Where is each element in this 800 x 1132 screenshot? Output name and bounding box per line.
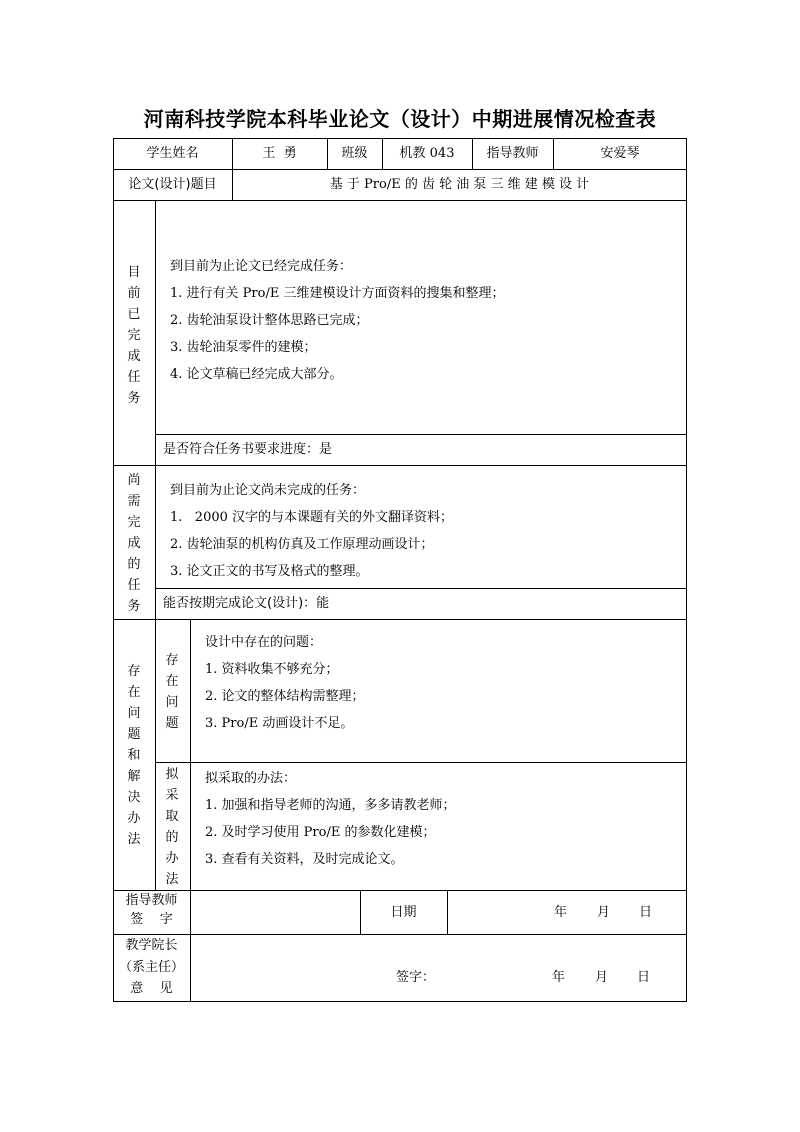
list-item: 1. 加强和指导老师的沟通，多多请教老师； — [205, 798, 456, 813]
list-item: 2. 及时学习使用 Pro/E 的参数化建模； — [205, 825, 436, 840]
list-item: 3. 论文正文的书写及格式的整理。 — [170, 564, 369, 579]
row-divider — [113, 465, 687, 466]
advisor-label: 指导教师 — [486, 146, 539, 161]
row-divider — [155, 434, 687, 435]
col-divider — [155, 200, 156, 890]
completed-intro: 到目前为止论文已经完成任务： — [170, 259, 353, 274]
list-item: 3. 查看有关资料，及时完成论文。 — [205, 852, 404, 867]
dean-day: 日 — [637, 970, 651, 985]
remaining-side-label: 尚 需 完 成 的 任 务 — [127, 473, 141, 614]
dean-month: 月 — [595, 970, 609, 985]
row-divider — [155, 588, 687, 589]
list-item: 1. 资料收集不够充分； — [205, 662, 339, 677]
row-divider — [113, 619, 687, 620]
row-divider — [113, 934, 687, 935]
row-divider — [113, 169, 687, 170]
list-item: 3. Pro/E 动画设计不足。 — [205, 716, 354, 731]
student-name-label: 学生姓名 — [146, 146, 199, 161]
solutions-intro: 拟采取的办法： — [205, 771, 297, 786]
advisor-sign-label-1: 指导教师 — [125, 893, 178, 908]
remaining-list — [170, 477, 453, 585]
dean-year: 年 — [552, 970, 566, 985]
row-divider — [113, 890, 687, 891]
advisor-day: 日 — [639, 905, 653, 920]
solutions-label: 拟 采 取 的 办 法 — [165, 767, 179, 887]
class-label: 班级 — [341, 146, 368, 161]
student-name: 王 勇 — [262, 146, 297, 161]
existing-problems-list — [205, 629, 365, 737]
list-item: 2. 齿轮油泵的机构仿真及工作原理动画设计； — [170, 537, 434, 552]
dean-label-3: 意 见 — [130, 981, 173, 996]
advisor-sign-label-2: 签 字 — [130, 912, 173, 927]
remaining-intro: 到目前为止论文尚未完成的任务： — [170, 483, 366, 498]
page-title: 河南科技学院本科毕业论文（设计）中期进展情况检查表 — [143, 107, 657, 131]
topic-label: 论文(设计)题目 — [128, 177, 217, 192]
dean-label-2: （系主任） — [118, 960, 184, 975]
col-divider — [190, 890, 191, 1002]
date-label: 日期 — [390, 905, 417, 920]
col-divider — [190, 619, 191, 890]
problems-intro: 设计中存在的问题： — [205, 635, 323, 650]
problems-side-label: 存 在 问 题 和 解 决 办 法 — [127, 664, 141, 847]
advisor-year: 年 — [554, 905, 568, 920]
list-item: 1. 2000 汉字的与本课题有关的外文翻译资料； — [170, 510, 454, 525]
list-item: 4. 论文草稿已经完成大部分。 — [170, 367, 343, 382]
list-item: 2. 论文的整体结构需整理； — [205, 689, 365, 704]
dean-sign-label: 签字： — [396, 970, 436, 985]
dean-label-1: 教学院长 — [125, 938, 178, 953]
completed-side-label: 目 前 已 完 成 任 务 — [127, 265, 141, 406]
advisor-month: 月 — [597, 905, 611, 920]
list-item: 3. 齿轮油泵零件的建模； — [170, 340, 317, 355]
on-time-status: 能否按期完成论文(设计)：能 — [163, 596, 330, 611]
advisor-name: 安爱琴 — [600, 146, 640, 161]
col-divider — [447, 890, 448, 934]
list-item: 1. 进行有关 Pro/E 三维建模设计方面资料的搜集和整理； — [170, 286, 505, 301]
class-value: 机教 043 — [399, 146, 455, 161]
completed-list — [170, 253, 504, 388]
row-divider — [155, 762, 687, 763]
solutions-list — [205, 765, 456, 873]
existing-problems-label: 存 在 问 题 — [165, 653, 179, 731]
topic-value: 基 于 Pro/E 的 齿 轮 油 泵 三 维 建 模 设 计 — [329, 177, 590, 192]
list-item: 2. 齿轮油泵设计整体思路已完成； — [170, 313, 369, 328]
conformity-status: 是否符合任务书要求进度：是 — [163, 442, 333, 457]
row-divider — [113, 200, 687, 201]
